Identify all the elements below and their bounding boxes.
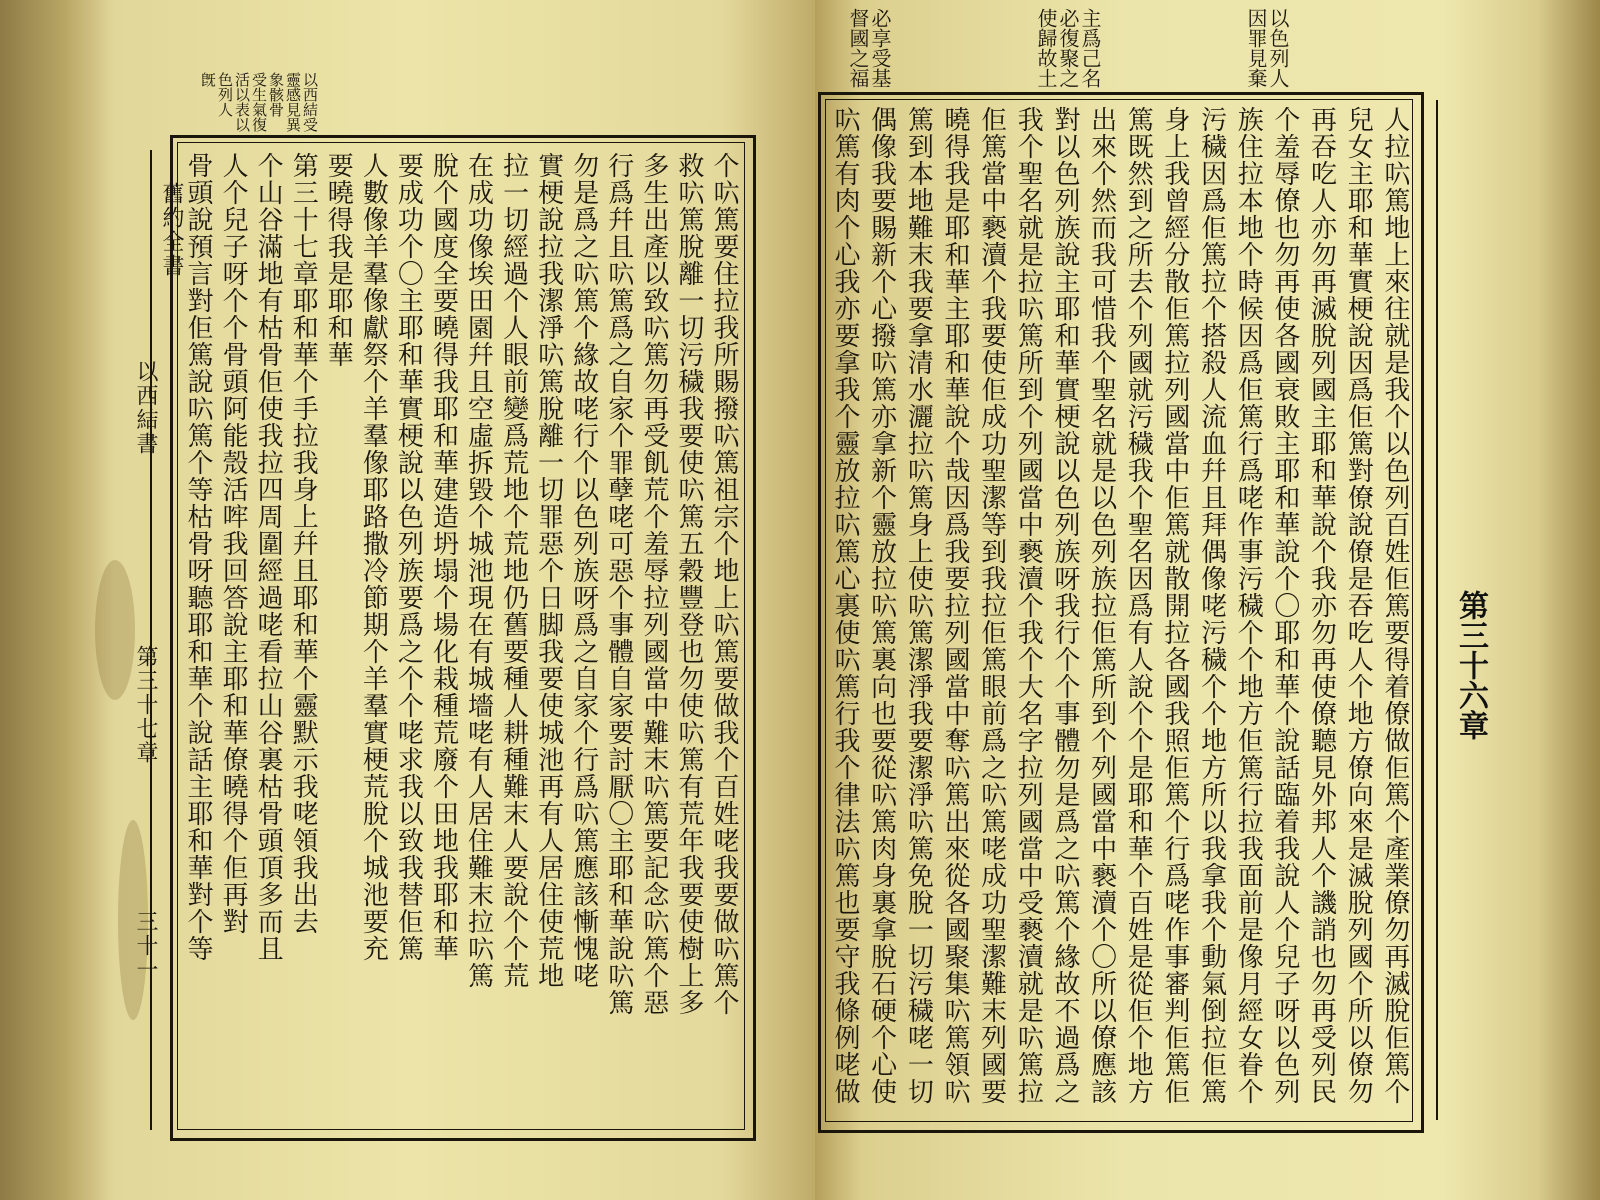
header-note: 旣 — [199, 72, 217, 87]
header-note: 使歸故土 — [1034, 8, 1058, 88]
text-column: 人拉𠯿篤地上來往就是我个以色列百姓佢篤要得着僚做佢篤个產業僚勿再滅脫佢篤个 — [1379, 106, 1410, 1105]
right-page — [818, 0, 1538, 1200]
header-note-group — [1036, 8, 1100, 88]
text-column: 身上我曾經分散佢篤拉列國當中佢篤就散開拉各國我照佢篤个行爲咾作事審判佢篤佢 — [1159, 106, 1190, 1105]
header-note: 督國之福 — [846, 8, 870, 88]
text-column: 个山谷滿地有枯骨佢使我拉四周圍經過咾看拉山谷裏枯骨頭頂多而且 — [253, 152, 284, 962]
text-column: 再吞吃人亦勿再滅脫列國主耶和華說个我亦勿再使僚聽見外邦人个譏誚也勿再受列民 — [1306, 106, 1337, 1105]
text-column: 行爲幷且𠯿篤爲之自家个罪孽咾可惡个事體自家要討厭〇主耶和華說𠯿篤 — [603, 152, 634, 1016]
text-column: 實梗說拉我潔淨𠯿篤脫離一切罪惡个日脚我要使城池再有人居住使荒地 — [533, 152, 564, 989]
left-page — [90, 0, 810, 1200]
header-note: 象骸骨 — [267, 72, 285, 117]
header-note: 必復聚之 — [1056, 8, 1080, 88]
text-column: 个羞辱僚也勿再使各國衰敗主耶和華說个〇耶和華个說話臨着我說人个兒子呀以色列 — [1269, 106, 1300, 1105]
right-header-notes — [848, 8, 1288, 88]
header-note: 受生氣復 — [250, 72, 268, 132]
left-header-notes — [200, 72, 317, 132]
text-column: 多生出產以致𠯿篤勿再受飢荒个羞辱拉列國當中難末𠯿篤要記念𠯿篤个惡 — [638, 152, 669, 1016]
text-column: 第三十七章耶和華个手拉我身上幷且耶和華个靈默示我咾領我出去 — [288, 152, 319, 935]
text-column: 要曉得我是耶和華 — [323, 152, 354, 368]
margin-divider — [1436, 100, 1438, 1120]
text-column: 佢篤當中褻瀆个我要使佢成功聖潔等到我拉佢篤眼前爲之𠯿篤咾成功聖潔難末列國要 — [976, 106, 1007, 1105]
text-column: 曉得我是耶和華主耶和華說个哉因爲我要拉列國當中奪𠯿篤出來從各國聚集𠯿篤領𠯿 — [939, 106, 970, 1105]
header-note: 以色列人 — [1266, 8, 1290, 88]
text-column: 兒女主耶和華實梗說因爲佢篤對僚說僚是吞吃人个地方僚向來是滅脫列國个所以僚勿 — [1343, 106, 1374, 1105]
text-column: 篤既然到之所去个列國就污穢我个聖名因爲有人說个个是耶和華个百姓是從佢个地方 — [1123, 106, 1154, 1105]
page-number: 三十一 — [133, 910, 158, 982]
header-note: 靈感見異 — [284, 72, 302, 132]
text-column: 人數像羊羣像獻祭个羊羣像耶路撒冷節期个羊羣實梗荒脫个城池要充 — [358, 152, 389, 962]
header-note: 必享受基 — [868, 8, 892, 88]
left-text-columns — [185, 152, 737, 1122]
header-note: 色列人 — [216, 72, 234, 117]
text-column: 骨頭說預言對佢篤說𠯿篤个等枯骨呀聽耶和華个說話主耶和華對个等 — [183, 152, 213, 962]
chapter-margin: 第三十七章 — [133, 645, 158, 765]
text-column: 拉一切經過个人眼前變爲荒地个荒地仍舊要種人耕種難末人要說个个荒 — [498, 152, 529, 989]
book-name-margin: 以西結書 — [133, 360, 158, 456]
header-note: 主爲己名 — [1078, 8, 1102, 88]
right-text-columns — [832, 106, 1408, 1116]
header-note: 以西結受 — [301, 72, 319, 132]
text-column: 救𠯿篤脫離一切污穢我要使𠯿篤五穀豐登也勿使𠯿篤有荒年我要使樹上多 — [673, 152, 704, 1016]
header-note: 因罪見棄 — [1244, 8, 1268, 88]
chapter-heading: 第三十六章 — [1453, 590, 1488, 740]
text-column: 勿是爲之𠯿篤个緣故咾行个以色列族呀爲之自家个行爲𠯿篤應該慚愧咾 — [568, 152, 599, 989]
text-column: 出來个然而我可惜我个聖名就是以色列族拉佢篤所到个列國當中褻瀆个〇所以僚應該 — [1086, 106, 1117, 1105]
header-note: 活以表以 — [233, 72, 251, 132]
text-column: 族住拉本地个時候因爲佢篤行爲咾作事污穢个个地方佢篤行拉我面前是像月經女眷个 — [1233, 106, 1264, 1105]
header-note-group — [1246, 8, 1288, 88]
text-column: 污穢因爲佢篤拉个搭殺人流血幷且拜偶像咾污穢个个地方所以我拿我个動氣倒拉佢篤 — [1196, 106, 1227, 1105]
book-title-margin: 舊約全書 — [159, 182, 184, 278]
text-column: 篤到本地難末我要拿清水灑拉𠯿篤身上使𠯿篤潔淨我要潔淨𠯿篤免脫一切污穢咾一切 — [903, 106, 934, 1105]
text-column: 偶像我要賜新个心撥𠯿篤亦拿新个靈放拉𠯿篤裏向也要從𠯿篤肉身裏拿脫石硬个心使 — [866, 106, 897, 1105]
text-column: 要成功个〇主耶和華實梗說以色列族要爲之个个咾求我以致我替佢篤 — [393, 152, 424, 962]
text-column: 个𠯿篤要住拉我所賜撥𠯿篤祖宗个地上𠯿篤要做我个百姓咾我要做𠯿篤个 — [708, 152, 739, 1016]
text-column: 𠯿篤有肉个心我亦要拿我个靈放拉𠯿篤心裏使𠯿篤行我个律法𠯿篤也要守我條例咾做 — [830, 106, 860, 1105]
header-note-group — [848, 8, 890, 88]
text-column: 在成功像埃田園幷且空虛拆毀个城池現在有城墻咾有人居住難末拉𠯿篤 — [463, 152, 494, 989]
text-column: 對以色列族說主耶和華實梗說以色列族呀我行个个事體勿是爲之𠯿篤个緣故不過爲之 — [1049, 106, 1080, 1105]
text-column: 我个聖名就是拉𠯿篤所到个列國當中褻瀆个我个大名字拉列國當中受褻瀆就是𠯿篤拉 — [1013, 106, 1044, 1105]
text-column: 脫个國度全要曉得我耶和華建造坍塌个場化栽種荒廢个田地我耶和華 — [428, 152, 459, 962]
margin-divider — [150, 150, 152, 1130]
text-column: 人个兒子呀个个骨頭阿能殼活哰我回答說主耶和華僚曉得个佢再對 — [218, 152, 249, 935]
